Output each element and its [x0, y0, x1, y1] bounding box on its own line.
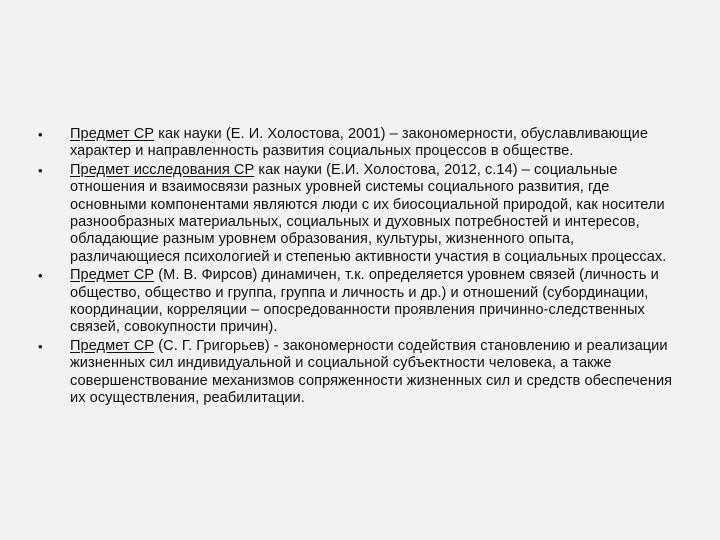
bullet-marker: •	[38, 162, 43, 178]
bullet-marker: •	[38, 338, 43, 354]
bullet-list	[38, 126, 688, 409]
bullet-text-3: (М. В. Фирсов) динамичен, т.к. определяется уровнем связей (личность и общество, общество и группа, группа и личность и др.) и отношений (субординации, координации, корреляции – опосредованности проявления причинно-следственных связей, совокупности причин).	[70, 267, 659, 336]
bullet-item-3	[38, 267, 688, 337]
bullet-text-4: (С. Г. Григорьев) - закономерности содействия становлению и реализации жизненных сил индивидуальной и социальной субъектности человека, а также совершенствование механизмов сопряженности жизненных сил и средств обеспечения их осуществления, реабилитации.	[70, 337, 673, 407]
bullet-lead-1: Предмет СР	[70, 126, 155, 142]
bullet-marker: •	[38, 268, 43, 284]
bullet-item-4	[38, 338, 688, 408]
bullet-item-2	[38, 162, 688, 266]
bullet-text-2: как науки (Е.И. Холостова, 2012, с.14) – социальные отношения и взаимосвязи разных уровней системы социального развития, где основными компонентами являются люди с их биосоциальной природой, как носители разнообразных материальных, социальных и духовных потребностей и интересов, обладающие разным уровнем образования, культуры, жизненного опыта, различающиеся психологией и степенью активности участия в социальных процессах.	[70, 161, 667, 265]
bullet-lead-2: Предмет исследования СР	[70, 161, 255, 178]
bullet-lead-3: Предмет СР	[70, 267, 155, 284]
bullet-marker: •	[38, 127, 43, 142]
bullet-text-1: как науки (Е. И. Холостова, 2001) – закономерности, обуславливающие характер и направленность развития социальных процессов в обществе.	[70, 126, 649, 160]
bullet-lead-4: Предмет СР	[70, 337, 155, 354]
bullet-item-1	[38, 126, 688, 161]
